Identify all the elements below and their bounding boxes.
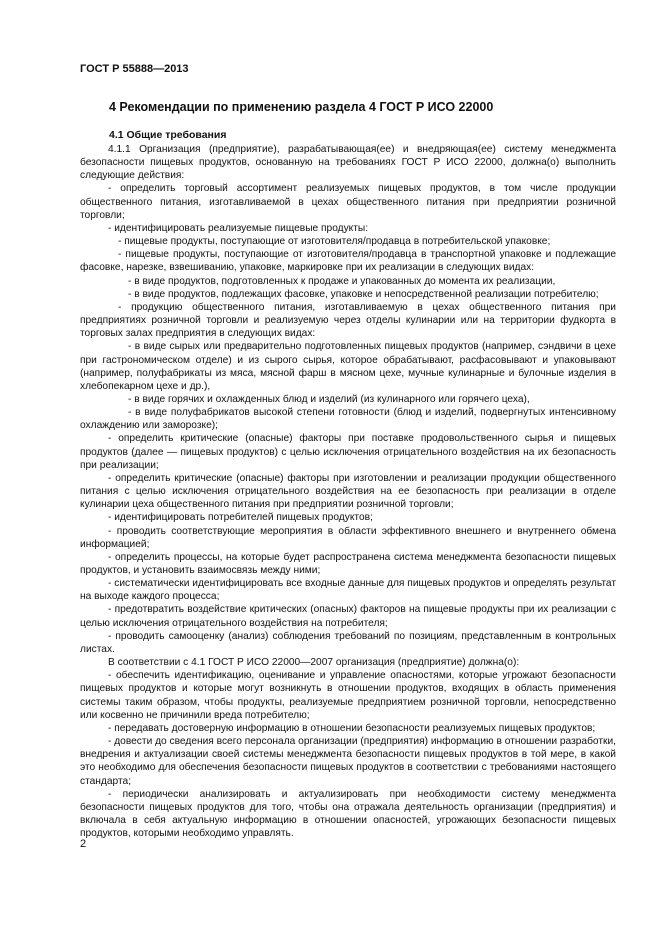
page-number: 2 bbox=[80, 838, 87, 850]
list-item: - пищевые продукты, поступающие от изготовителя/продавца в потребительской упаковке; bbox=[118, 236, 551, 248]
list-item: - периодически анализировать и актуализировать при необходимости систему менеджмента безопасности пищевых продуктов для того, чтобы она отражала деятельность организации (предприятия) и включала в себя актуальную информацию в отношении опасностей, угрожающих безопасности пищевых продуктов, которыми необходимо управлять. bbox=[80, 788, 616, 840]
list-item: - идентифицировать потребителей пищевых продуктов; bbox=[108, 512, 373, 524]
list-item: - предотвратить воздействие критических (опасных) факторов на пищевые продукты при их реализации с целью исключения отрицательного воздействия на потребителя; bbox=[80, 604, 616, 629]
list-item: - в виде продуктов, подготовленных к продаже и упакованных до момента их реализации, bbox=[128, 275, 556, 287]
subsection-title: 4.1 Общие требования bbox=[109, 129, 227, 141]
list-item: - в виде продуктов, подлежащих фасовке, упаковке и непосредственной реализации потребителю; bbox=[128, 288, 599, 300]
list-item: - проводить самооценку (анализ) соблюдения требований по позициям, представленным в контрольных листах. bbox=[80, 630, 616, 655]
list-item: - определить критические (опасные) факторы при изготовлении и реализации продукции общественного питания с целью исключения отрицательного воздействия на ее безопасность при реализации в отделе кулинарии цеха общественного питания при предприятии розничной торговли; bbox=[80, 472, 616, 511]
list-item: - систематически идентифицировать все входные данные для пищевых продуктов и определять результат на выходе каждого процесса; bbox=[80, 578, 616, 603]
list-item: - проводить соответствующие мероприятия в области эффективного внешнего и внутреннего обмена информацией; bbox=[80, 525, 616, 550]
list-item: - определить критические (опасные) факторы при поставке продовольственного сырья и пищевых продуктов (далее — пищевых продуктов) с целью исключения отрицательного воздействия на их безопасность при реализации; bbox=[80, 433, 616, 471]
list-item: - продукцию общественного питания, изготавливаемую в цехах общественного питания при предприятиях розничной торговли и реализуемую через отделы кулинарии или на территории фудкорта в торговых залах предприятия в следующих видах: bbox=[80, 301, 616, 340]
document-header: ГОСТ Р 55888—2013 bbox=[80, 63, 189, 75]
list-item: - передавать достоверную информацию в отношении безопасности реализуемых пищевых продуктов; bbox=[108, 722, 596, 734]
list-item: - идентифицировать реализуемые пищевые продукты: bbox=[108, 222, 369, 234]
paragraph: В соответствии с 4.1 ГОСТ Р ИСО 22000—2007 организация (предприятие) должна(о): bbox=[108, 657, 520, 669]
list-item: - пищевые продукты, поступающие от изготовителя/продавца в транспортной упаковке и подлежащие фасовке, нарезке, взвешиванию, упаковке, маркировке при их реализации в следующих видах: bbox=[80, 249, 616, 274]
list-item: - определить торговый ассортимент реализуемых пищевых продуктов, в том числе продукции общественного питания, изготавливаемой в цехах общественного питания при предприятии розничной торговли; bbox=[80, 183, 616, 221]
section-title: 4 Рекомендации по применению раздела 4 ГОСТ Р ИСО 22000 bbox=[109, 100, 494, 114]
list-item: - в виде горячих и охлажденных блюд и изделий (из кулинарного или горячего цеха), bbox=[128, 393, 530, 405]
list-item: - определить процессы, на которые будет распространена система менеджмента безопасности пищевых продуктов, и установить взаимосвязь между ними; bbox=[80, 551, 616, 576]
list-item: - в виде сырых или предварительно подготовленных пищевых продуктов (например, сэндвичи в цехе при гастрономическом отделе) и из сырого сырья, которое обрабатывают, расфасовывают и упаковывают (например, полуфабрикаты из мяса, мясной фарш в мясном цехе, мучные кулинарные и булочные изделия в хлебопекарном цехе и др.), bbox=[80, 341, 616, 392]
list-item: - довести до сведения всего персонала организации (предприятия) информацию в отношении разработки, внедрения и актуализации своей системы менеджмента безопасности пищевых продуктов в той мере, в какой это необходимо для обеспечения безопасности пищевых продуктов в соответствии с требованиями настоящего стандарта; bbox=[80, 736, 616, 787]
list-item: - в виде полуфабрикатов высокой степени готовности (блюд и изделий, подвергнутых интенсивному охлаждению или заморозке); bbox=[80, 407, 616, 432]
body-text bbox=[80, 143, 616, 840]
paragraph: 4.1.1 Организация (предприятие), разрабатывающая(ее) и внедряющая(ее) систему менеджмента безопасности пищевых продуктов, основанную на требованиях ГОСТ Р ИСО 22000, должна(о) выполнить следующие действия: bbox=[80, 144, 616, 182]
list-item: - обеспечить идентификацию, оценивание и управление опасностями, которые угрожают безопасности пищевых продуктов и которые могут возникнуть в отношении продуктов, входящих в область применения системы таким образом, чтобы продукты, реализуемые предприятием розничной торговли, непосредственно или косвенно не причинили вреда потребителю; bbox=[80, 670, 616, 721]
